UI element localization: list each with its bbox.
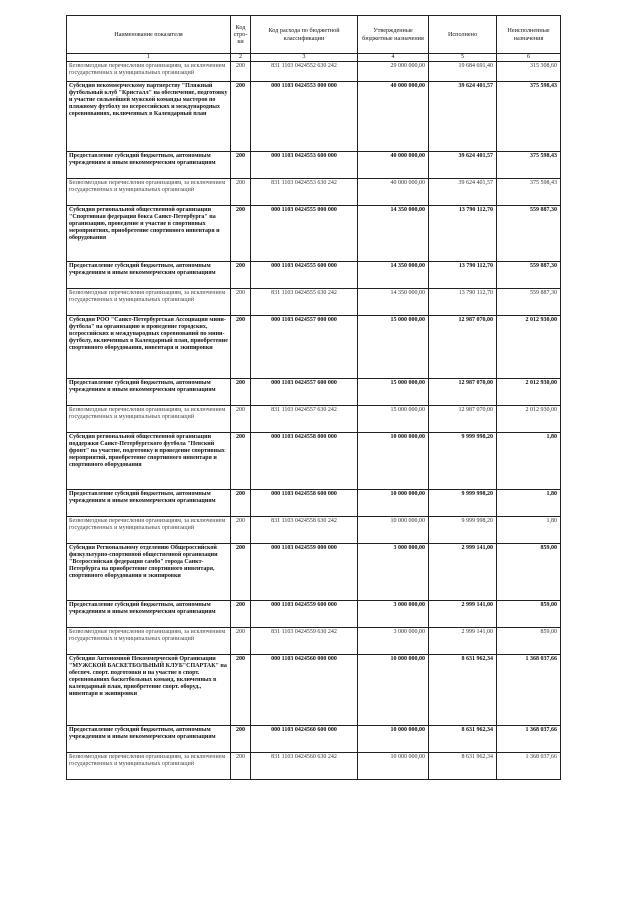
row-expense-code-cell: 000 1103 0424553 000 000	[251, 82, 358, 152]
row-name-cell: Безвозмездные перечисления организациям, за исключением государственных и муниципальных организаций	[67, 753, 231, 780]
row-expense-code-cell: 831 1103 0424559 630 242	[251, 628, 358, 655]
row-executed-cell: 13 790 112,70	[429, 262, 497, 289]
table-row	[67, 601, 561, 628]
row-line-code-cell: 200	[231, 179, 251, 206]
row-expense-code-cell: 000 1103 0424557 600 000	[251, 379, 358, 406]
row-name-cell: Предоставление субсидий бюджетным, автономным учреждениям и иным некоммерческим организациям	[67, 726, 231, 753]
row-expense-code-cell: 000 1103 0424555 600 000	[251, 262, 358, 289]
row-line-code-cell: 200	[231, 379, 251, 406]
row-name-cell: Безвозмездные перечисления организациям, за исключением государственных и муниципальных организаций	[67, 179, 231, 206]
row-name-cell: Субсидия региональной общественной организации поддержки Санкт-Петербургского футбола "Невский фронт" на участие, подготовку и проведение спортивных мероприятий, приобретение спортивного инвентаря и спортивного оборудования	[67, 433, 231, 490]
row-unexecuted-cell: 315 308,60	[497, 62, 561, 82]
row-unexecuted-cell: 375 598,43	[497, 152, 561, 179]
header-name: Наименование показателя	[67, 16, 231, 54]
budget-execution-report	[66, 15, 560, 780]
row-executed-cell: 12 987 070,00	[429, 316, 497, 379]
row-approved-cell: 40 000 000,00	[358, 152, 429, 179]
row-name-cell: Предоставление субсидий бюджетным, автономным учреждениям и иным некоммерческим организациям	[67, 490, 231, 517]
row-unexecuted-cell: 1,80	[497, 433, 561, 490]
row-unexecuted-cell: 559 887,30	[497, 206, 561, 262]
row-approved-cell: 3 000 000,00	[358, 628, 429, 655]
row-line-code-cell: 200	[231, 753, 251, 780]
row-expense-code-cell: 000 1103 0424553 600 000	[251, 152, 358, 179]
header-executed: Исполнено	[429, 16, 497, 54]
row-unexecuted-cell: 859,00	[497, 601, 561, 628]
report-table	[66, 15, 561, 780]
row-approved-cell: 10 000 000,00	[358, 517, 429, 544]
row-name-cell: Безвозмездные перечисления организациям, за исключением государственных и муниципальных организаций	[67, 62, 231, 82]
column-number: 4	[358, 54, 429, 62]
row-executed-cell: 13 790 112,70	[429, 206, 497, 262]
row-name-cell: Безвозмездные перечисления организациям, за исключением государственных и муниципальных организаций	[67, 517, 231, 544]
table-row	[67, 82, 561, 152]
row-approved-cell: 10 000 000,00	[358, 490, 429, 517]
row-name-cell: Субсидия Автономной Некоммерческой Организации "МУЖСКОЙ БАСКЕТБОЛЬНЫЙ КЛУБ"СПАРТАК" на обеспеч. спорт. подготовки и на участие в спорт. соревнованиях баскетбольных команд, включенных в календарный план, приобретение спорт. оборуд., инвентаря и экипировки	[67, 655, 231, 726]
row-expense-code-cell: 000 1103 0424559 600 000	[251, 601, 358, 628]
row-executed-cell: 2 999 141,00	[429, 628, 497, 655]
header-unexecuted: Неисполненные назначения	[497, 16, 561, 54]
row-approved-cell: 40 000 000,00	[358, 82, 429, 152]
column-number: 1	[67, 54, 231, 62]
column-number: 5	[429, 54, 497, 62]
row-unexecuted-cell: 1,80	[497, 490, 561, 517]
row-name-cell: Предоставление субсидий бюджетным, автономным учреждениям и иным некоммерческим организациям	[67, 152, 231, 179]
table-row	[67, 433, 561, 490]
row-approved-cell: 14 350 000,00	[358, 206, 429, 262]
header-expense-code: Код расхода по бюджетной классификации	[251, 16, 358, 54]
table-row	[67, 490, 561, 517]
row-name-cell: Безвозмездные перечисления организациям, за исключением государственных и муниципальных организаций	[67, 628, 231, 655]
row-name-cell: Субсидия некоммерческому партнерству "Пляжный футбольный клуб "Кристалл" на обеспечение, подготовку и участие сильнейшей мужской команды мастеров по пляжному футболу во всероссийских и международных соревнованиях, включенных в Календарный план	[67, 82, 231, 152]
header-approved: Утвержденные бюджетные назначения	[358, 16, 429, 54]
row-unexecuted-cell: 1 368 037,66	[497, 655, 561, 726]
table-row	[67, 179, 561, 206]
table-row	[67, 753, 561, 780]
table-row	[67, 517, 561, 544]
row-executed-cell: 8 631 962,34	[429, 655, 497, 726]
header-row	[67, 16, 561, 54]
row-line-code-cell: 200	[231, 289, 251, 316]
row-unexecuted-cell: 859,00	[497, 628, 561, 655]
row-unexecuted-cell: 1 368 037,66	[497, 726, 561, 753]
row-line-code-cell: 200	[231, 82, 251, 152]
table-row	[67, 206, 561, 262]
row-line-code-cell: 200	[231, 433, 251, 490]
table-row	[67, 544, 561, 601]
row-executed-cell: 19 684 691,40	[429, 62, 497, 82]
row-line-code-cell: 200	[231, 262, 251, 289]
row-expense-code-cell: 000 1103 0424559 000 000	[251, 544, 358, 601]
row-name-cell: Субсидия Региональному отделению Общероссийской физкультурно-спортивной общественной организации "Всероссийская федерация самбо" города Санкт-Петербурга на приобретение спортивного инвентаря, спортивного оборудования и экипировки	[67, 544, 231, 601]
row-name-cell: Безвозмездные перечисления организациям, за исключением государственных и муниципальных организаций	[67, 406, 231, 433]
row-executed-cell: 8 631 962,34	[429, 726, 497, 753]
row-approved-cell: 3 000 000,00	[358, 544, 429, 601]
row-name-cell: Субсидия региональной общественной организации "Спортивная федерация бокса Санкт-Петербурга" на организацию, проведение и участие в спортивных мероприятиях, приобретение спортивного инвентаря и оборудования	[67, 206, 231, 262]
table-row	[67, 152, 561, 179]
row-executed-cell: 12 987 070,00	[429, 406, 497, 433]
table-row	[67, 316, 561, 379]
column-number: 2	[231, 54, 251, 62]
table-row	[67, 628, 561, 655]
column-number: 6	[497, 54, 561, 62]
row-approved-cell: 14 350 000,00	[358, 289, 429, 316]
report-body	[67, 62, 561, 780]
row-executed-cell: 8 631 962,34	[429, 753, 497, 780]
row-executed-cell: 2 999 141,00	[429, 544, 497, 601]
row-executed-cell: 9 999 998,20	[429, 490, 497, 517]
row-expense-code-cell: 000 1103 0424560 600 000	[251, 726, 358, 753]
row-unexecuted-cell: 559 887,30	[497, 289, 561, 316]
row-line-code-cell: 200	[231, 601, 251, 628]
table-row	[67, 655, 561, 726]
table-row	[67, 379, 561, 406]
row-unexecuted-cell: 2 012 930,00	[497, 406, 561, 433]
table-row	[67, 726, 561, 753]
row-expense-code-cell: 831 1103 0424557 630 242	[251, 406, 358, 433]
table-row	[67, 406, 561, 433]
row-approved-cell: 10 000 000,00	[358, 655, 429, 726]
row-expense-code-cell: 000 1103 0424555 000 000	[251, 206, 358, 262]
row-name-cell: Предоставление субсидий бюджетным, автономным учреждениям и иным некоммерческим организациям	[67, 601, 231, 628]
row-expense-code-cell: 000 1103 0424558 000 000	[251, 433, 358, 490]
row-approved-cell: 10 000 000,00	[358, 753, 429, 780]
row-line-code-cell: 200	[231, 628, 251, 655]
row-expense-code-cell: 000 1103 0424558 600 000	[251, 490, 358, 517]
row-name-cell: Субсидия РОО "Санкт-Петербургская Ассоциация мини-футбола" на организацию и проведение городских, всероссийских и международных соревнований по мини-футболу, включенных в Календарный план, приобретение спортивного оборудования, инвентаря и экипировки	[67, 316, 231, 379]
row-approved-cell: 3 000 000,00	[358, 601, 429, 628]
table-row	[67, 262, 561, 289]
row-name-cell: Предоставление субсидий бюджетным, автономным учреждениям и иным некоммерческим организациям	[67, 379, 231, 406]
row-unexecuted-cell: 375 598,43	[497, 179, 561, 206]
row-line-code-cell: 200	[231, 406, 251, 433]
column-number: 3	[251, 54, 358, 62]
row-line-code-cell: 200	[231, 62, 251, 82]
row-expense-code-cell: 831 1103 0424560 630 242	[251, 753, 358, 780]
row-executed-cell: 13 790 112,70	[429, 289, 497, 316]
row-approved-cell: 15 000 000,00	[358, 316, 429, 379]
row-executed-cell: 39 624 401,57	[429, 152, 497, 179]
row-executed-cell: 9 999 998,20	[429, 517, 497, 544]
row-expense-code-cell: 831 1103 0424552 630 242	[251, 62, 358, 82]
row-unexecuted-cell: 559 887,30	[497, 262, 561, 289]
row-line-code-cell: 200	[231, 152, 251, 179]
row-line-code-cell: 200	[231, 726, 251, 753]
row-unexecuted-cell: 1,80	[497, 517, 561, 544]
row-executed-cell: 9 999 998,20	[429, 433, 497, 490]
table-row	[67, 289, 561, 316]
row-expense-code-cell: 831 1103 0424555 630 242	[251, 289, 358, 316]
row-executed-cell: 12 987 070,00	[429, 379, 497, 406]
row-line-code-cell: 200	[231, 206, 251, 262]
row-line-code-cell: 200	[231, 490, 251, 517]
row-unexecuted-cell: 1 368 037,66	[497, 753, 561, 780]
row-approved-cell: 40 000 000,00	[358, 179, 429, 206]
row-approved-cell: 15 000 000,00	[358, 406, 429, 433]
row-executed-cell: 39 624 401,57	[429, 82, 497, 152]
column-number-row	[67, 54, 561, 62]
row-approved-cell: 15 000 000,00	[358, 379, 429, 406]
header-line-code: Код стро-ки	[231, 16, 251, 54]
row-unexecuted-cell: 375 598,43	[497, 82, 561, 152]
row-approved-cell: 10 000 000,00	[358, 726, 429, 753]
row-name-cell: Безвозмездные перечисления организациям, за исключением государственных и муниципальных организаций	[67, 289, 231, 316]
row-unexecuted-cell: 2 012 930,00	[497, 316, 561, 379]
row-expense-code-cell: 000 1103 0424557 000 000	[251, 316, 358, 379]
row-approved-cell: 10 000 000,00	[358, 433, 429, 490]
row-line-code-cell: 200	[231, 655, 251, 726]
row-approved-cell: 14 350 000,00	[358, 262, 429, 289]
row-line-code-cell: 200	[231, 544, 251, 601]
table-row	[67, 62, 561, 82]
row-executed-cell: 39 624 401,57	[429, 179, 497, 206]
row-line-code-cell: 200	[231, 316, 251, 379]
row-line-code-cell: 200	[231, 517, 251, 544]
row-approved-cell: 29 000 000,00	[358, 62, 429, 82]
row-unexecuted-cell: 2 012 930,00	[497, 379, 561, 406]
row-name-cell: Предоставление субсидий бюджетным, автономным учреждениям и иным некоммерческим организациям	[67, 262, 231, 289]
row-expense-code-cell: 000 1103 0424560 000 000	[251, 655, 358, 726]
row-executed-cell: 2 999 141,00	[429, 601, 497, 628]
row-expense-code-cell: 831 1103 0424558 630 242	[251, 517, 358, 544]
row-unexecuted-cell: 859,00	[497, 544, 561, 601]
row-expense-code-cell: 831 1103 0424553 630 242	[251, 179, 358, 206]
